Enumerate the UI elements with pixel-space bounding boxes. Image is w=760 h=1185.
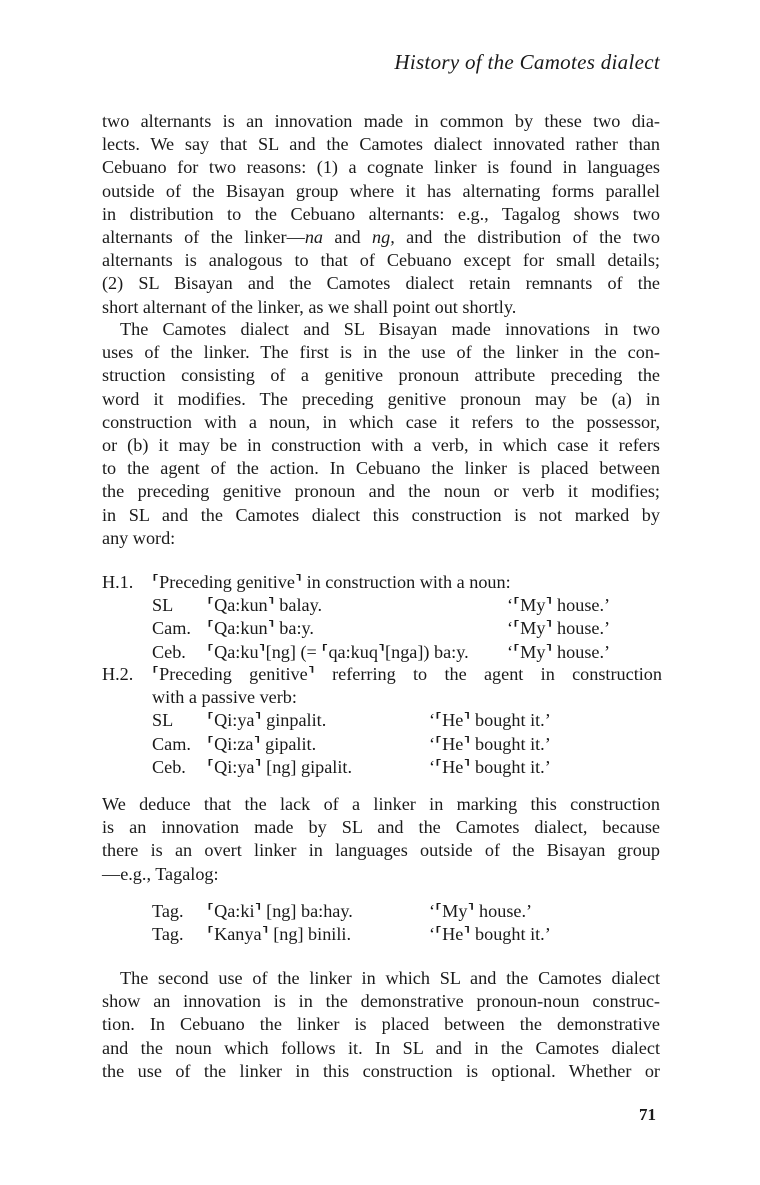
paragraph-continuation [102,110,660,319]
language-label: SL [152,710,174,731]
text-line [102,226,660,249]
text-line: is an innovation made by SL and the Camotes dialect, because [102,817,660,838]
text-line: and the noun which follows it. In SL and in the Camotes dialect [102,1037,660,1058]
example-heading-text: with a passive verb: [152,687,297,708]
example-form: ⸢Qi:za⸣ gipalit. [207,733,317,754]
example-heading-text: ⸢Preceding genitive⸣ referring to the agent in construction [152,664,662,684]
text-line: struction consisting of a genitive pronoun attribute preceding the [102,365,660,386]
example-gloss: ‘⸢He⸣ bought it.’ [429,710,551,731]
page-number: 71 [639,1105,656,1124]
example-heading [102,663,662,686]
text-line: short alternant of the linker, as we shall point out shortly. [102,296,517,317]
running-head: History of the Camotes dialect [394,50,660,74]
text-line: —e.g., Tagalog: [102,863,219,884]
text-line: uses of the linker. The first is in the use of the linker in the con- [102,342,660,363]
example-gloss: ‘⸢My⸣ house.’ [507,618,611,639]
text-fragment: and [323,227,373,248]
example-gloss: ‘⸢My⸣ house.’ [429,901,533,921]
text-line: show an innovation is in the demonstrative pronoun-noun construc- [102,991,660,1012]
language-label: Tag. [152,901,184,921]
language-label: SL [152,595,174,616]
text-line: to the agent of the action. In Cebuano the linker is placed between [102,458,660,479]
text-line: We deduce that the lack of a linker in marking this construction [102,794,660,814]
example-row [102,709,662,732]
example-heading-text: ⸢Preceding genitive⸣ in construction with a noun: [152,572,511,592]
text-line: The Camotes dialect and SL Bisayan made innovations in two [120,319,660,339]
text-line: Cebuano for two reasons: (1) a cognate linker is found in languages [102,157,660,178]
text-line: two alternants is an innovation made in common by these two dia- [102,111,660,131]
example-number: H.1. [102,572,134,592]
example-row [102,923,662,946]
text-line: the use of the linker in this construction is optional. Whether or [102,1060,660,1081]
text-line: outside of the Bisayan group where it has alternating forms parallel [102,180,660,201]
linker-form-na: na [304,227,323,248]
example-gloss: ‘⸢My⸣ house.’ [507,595,611,616]
example-gloss: ‘⸢He⸣ bought it.’ [429,924,551,945]
example-heading-continuation [102,686,662,709]
example-gloss: ‘⸢He⸣ bought it.’ [429,756,551,777]
example-gloss: ‘⸢He⸣ bought it.’ [429,733,551,754]
linker-form-ng: ng, [372,227,395,248]
language-label: Ceb. [152,756,186,777]
example-form: ⸢Qi:ya⸣ ginpalit. [207,710,327,731]
example-row [102,641,662,664]
example-form: ⸢Qa:ki⸣ [ng] ba:hay. [207,901,353,921]
example-heading [102,571,662,594]
example-row [102,594,662,617]
text-line: word it modifies. The preceding genitive pronoun may be (a) in [102,388,660,409]
text-fragment: alternants of the linker— [102,227,305,248]
text-line: the preceding genitive pronoun and the noun or verb it modifies; [102,481,660,502]
text-line: in SL and the Camotes dialect this construction is not marked by [102,504,660,525]
text-line: construction with a noun, in which case it refers to the possessor, [102,411,660,432]
example-h1 [102,571,662,664]
example-form: ⸢Qa:ku⸣[ng] (= ⸢qa:kuq⸣[nga]) ba:y. [207,641,469,662]
text-line: The second use of the linker in which SL and the Camotes dialect [120,968,660,988]
paragraph-deduction [102,793,660,886]
text-line: there is an overt linker in languages outside of the Bisayan group [102,840,660,861]
text-line: or (b) it may be in construction with a verb, in which case it refers [102,435,660,456]
language-label: Cam. [152,618,191,639]
text-line: tion. In Cebuano the linker is placed between the demonstrative [102,1014,660,1035]
language-label: Tag. [152,924,184,945]
text-line: alternants is analogous to that of Cebuano except for small details; [102,250,660,271]
example-number: H.2. [102,664,134,684]
example-form: ⸢Qa:kun⸣ ba:y. [207,618,314,639]
language-label: Ceb. [152,641,186,662]
example-h2 [102,663,662,779]
example-form: ⸢Kanya⸣ [ng] binili. [207,924,351,945]
example-tagalog [102,900,662,946]
text-line: lects. We say that SL and the Camotes dialect innovated rather than [102,134,660,155]
text-line: in distribution to the Cebuano alternants: e.g., Tagalog shows two [102,203,660,224]
example-form: ⸢Qi:ya⸣ [ng] gipalit. [207,756,353,777]
paragraph-linker-uses [102,318,660,550]
text-fragment: and the distribution of the two [394,227,660,248]
example-row [102,756,662,779]
text-line: (2) SL Bisayan and the Camotes dialect retain remnants of the [102,273,660,294]
example-row [102,733,662,756]
example-gloss: ‘⸢My⸣ house.’ [507,641,611,662]
language-label: Cam. [152,733,191,754]
text-line: any word: [102,527,176,548]
example-form: ⸢Qa:kun⸣ balay. [207,595,323,616]
paragraph-second-use [102,967,660,1083]
example-row [102,617,662,640]
example-row [102,900,662,923]
